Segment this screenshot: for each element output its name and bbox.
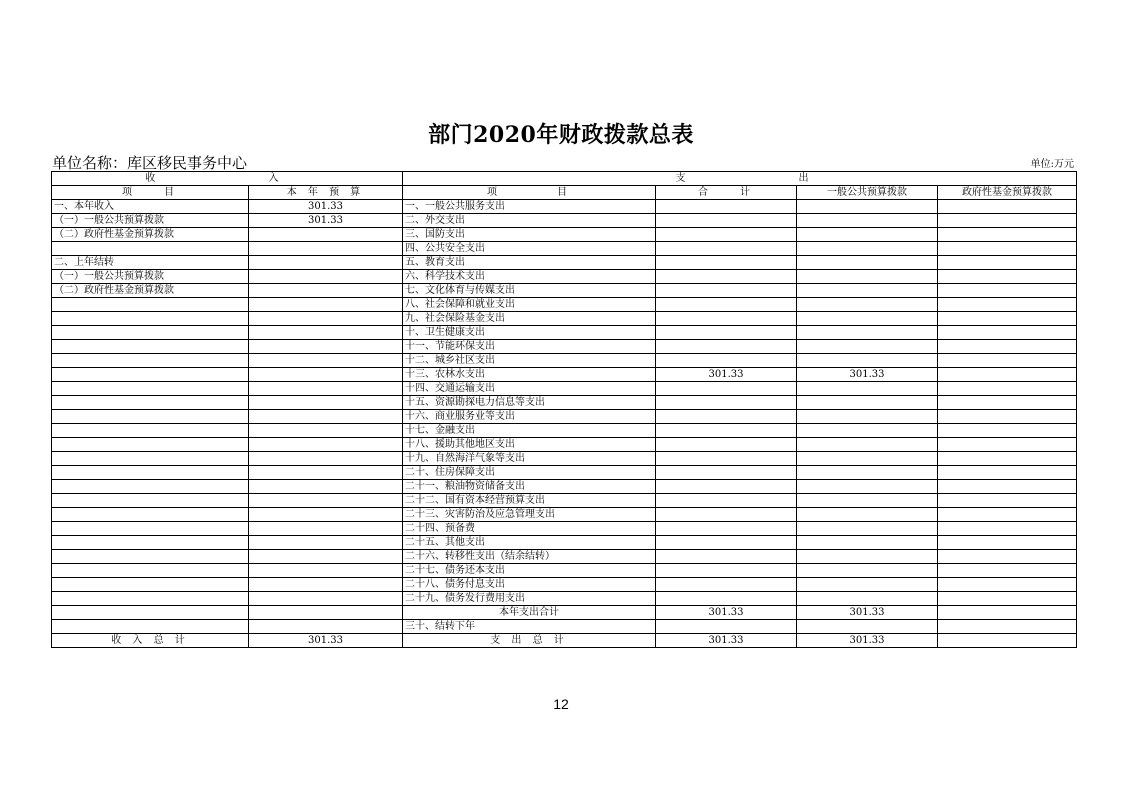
income-budget-cell: [249, 564, 403, 578]
fund-cell: [938, 284, 1077, 298]
fund-cell: [938, 354, 1077, 368]
expense-item-cell: 七、文化体育与传媒支出: [403, 284, 656, 298]
total-cell: [656, 410, 797, 424]
income-budget-cell: [249, 228, 403, 242]
general-cell: [797, 396, 938, 410]
income-budget-cell: 301.33: [249, 200, 403, 214]
income-item-cell: （一）一般公共预算拨款: [52, 270, 249, 284]
page-title: 部门2020年财政拨款总表: [428, 122, 694, 148]
income-item-cell: [52, 298, 249, 312]
total-cell: [656, 256, 797, 270]
fund-cell: [938, 270, 1077, 284]
income-item-cell: [52, 396, 249, 410]
income-budget-cell: [249, 312, 403, 326]
expense-item-cell: 十五、资源勘探电力信息等支出: [403, 396, 656, 410]
income-item-cell: [52, 368, 249, 382]
income-budget-cell: [249, 326, 403, 340]
expense-item-cell: 二十二、国有资本经营预算支出: [403, 494, 656, 508]
general-cell: [797, 298, 938, 312]
table-row: [52, 200, 1077, 214]
table-row: [52, 298, 1077, 312]
fund-cell: [938, 410, 1077, 424]
table-row: [52, 578, 1077, 592]
fund-cell: [938, 480, 1077, 494]
expense-item-cell: 十六、商业服务业等支出: [403, 410, 656, 424]
expense-item-cell: 十三、农林水支出: [403, 368, 656, 382]
table-row: [52, 466, 1077, 480]
general-cell: [797, 270, 938, 284]
table-row: [52, 270, 1077, 284]
total-cell: [656, 270, 797, 284]
expense-item-cell: 三、国防支出: [403, 228, 656, 242]
total-cell: [656, 326, 797, 340]
expense-item-cell: 二十六、转移性支出（结余结转）: [403, 550, 656, 564]
total-cell: [656, 452, 797, 466]
table-row: [52, 494, 1077, 508]
expense-item-cell: 二十三、灾害防治及应急管理支出: [403, 508, 656, 522]
total-cell: [656, 550, 797, 564]
income-budget-cell: [249, 592, 403, 606]
carryover-label: 三十、结转下年: [403, 620, 656, 634]
income-budget-cell: [249, 508, 403, 522]
total-cell: [656, 466, 797, 480]
total-cell: [656, 298, 797, 312]
subtotal-general: 301.33: [797, 606, 938, 620]
total-cell: [656, 494, 797, 508]
income-item-cell: [52, 452, 249, 466]
table-row: [52, 522, 1077, 536]
income-budget-cell: [249, 256, 403, 270]
grand-fund-value: [938, 634, 1077, 648]
general-cell: [797, 564, 938, 578]
fund-cell: [938, 508, 1077, 522]
income-item-cell: [52, 606, 249, 620]
income-item-cell: [52, 326, 249, 340]
income-item-cell: [52, 410, 249, 424]
appropriation-table: [51, 171, 1077, 648]
income-item-cell: （二）政府性基金预算拨款: [52, 228, 249, 242]
income-item-cell: 二、上年结转: [52, 256, 249, 270]
total-cell: [656, 200, 797, 214]
expense-item-cell: 二十七、债务还本支出: [403, 564, 656, 578]
table-row: [52, 382, 1077, 396]
general-cell: [797, 382, 938, 396]
income-budget-cell: [249, 536, 403, 550]
income-budget-cell: [249, 382, 403, 396]
income-item-cell: [52, 242, 249, 256]
carryover-row: [52, 620, 1077, 634]
fund-cell: [938, 382, 1077, 396]
general-cell: 301.33: [797, 368, 938, 382]
fund-cell: [938, 326, 1077, 340]
expense-item-cell: 五、教育支出: [403, 256, 656, 270]
general-cell: [797, 550, 938, 564]
carryover-general: [797, 620, 938, 634]
general-cell: [797, 326, 938, 340]
fund-cell: [938, 592, 1077, 606]
expense-item-cell: 十二、城乡社区支出: [403, 354, 656, 368]
income-budget-cell: [249, 522, 403, 536]
general-cell: [797, 214, 938, 228]
income-item-cell: [52, 620, 249, 634]
total-cell: [656, 578, 797, 592]
expense-item-cell: 六、科学技术支出: [403, 270, 656, 284]
expense-item-cell: 九、社会保险基金支出: [403, 312, 656, 326]
general-cell: [797, 466, 938, 480]
expense-item-cell: 四、公共安全支出: [403, 242, 656, 256]
income-total-label: 收 入 总 计: [52, 634, 249, 648]
total-cell: [656, 340, 797, 354]
income-item-cell: [52, 480, 249, 494]
table-row: [52, 284, 1077, 298]
grand-total-row: [52, 634, 1077, 648]
total-cell: [656, 424, 797, 438]
general-cell: [797, 438, 938, 452]
income-item-cell: [52, 354, 249, 368]
expense-item-cell: 二十一、粮油物资储备支出: [403, 480, 656, 494]
income-group-right: 入: [249, 172, 403, 186]
fund-cell: [938, 424, 1077, 438]
expense-group-spacer: [403, 172, 656, 186]
general-cell: [797, 354, 938, 368]
fund-cell: [938, 438, 1077, 452]
income-budget-cell: [249, 242, 403, 256]
total-cell: [656, 522, 797, 536]
general-cell: [797, 480, 938, 494]
income-item-cell: （一）一般公共预算拨款: [52, 214, 249, 228]
income-budget-cell: [249, 606, 403, 620]
fund-cell: [938, 228, 1077, 242]
general-cell: [797, 312, 938, 326]
fund-cell: [938, 452, 1077, 466]
total-cell: [656, 396, 797, 410]
income-item-cell: [52, 312, 249, 326]
table-row: [52, 536, 1077, 550]
grand-general-value: 301.33: [797, 634, 938, 648]
total-cell: [656, 536, 797, 550]
total-cell: [656, 592, 797, 606]
table-row: [52, 354, 1077, 368]
income-budget-cell: [249, 340, 403, 354]
expense-item-cell: 十一、节能环保支出: [403, 340, 656, 354]
carryover-fund: [938, 620, 1077, 634]
income-budget-cell: [249, 298, 403, 312]
income-item-cell: [52, 382, 249, 396]
income-budget-cell: [249, 284, 403, 298]
expense-item-cell: 二十、住房保障支出: [403, 466, 656, 480]
fund-cell: [938, 200, 1077, 214]
income-item-cell: [52, 550, 249, 564]
table-row: [52, 438, 1077, 452]
subtotal-fund: [938, 606, 1077, 620]
expense-group-spacer-2: [938, 172, 1077, 186]
table-row: [52, 550, 1077, 564]
col-income-item: 项 目: [52, 186, 249, 200]
fund-cell: [938, 550, 1077, 564]
fund-cell: [938, 522, 1077, 536]
table-row: [52, 228, 1077, 242]
total-cell: [656, 382, 797, 396]
general-cell: [797, 536, 938, 550]
expense-item-cell: 十七、金融支出: [403, 424, 656, 438]
income-item-cell: [52, 494, 249, 508]
fund-cell: [938, 312, 1077, 326]
total-cell: [656, 438, 797, 452]
income-budget-cell: [249, 466, 403, 480]
income-budget-cell: [249, 480, 403, 494]
fund-cell: [938, 564, 1077, 578]
income-budget-cell: [249, 354, 403, 368]
general-cell: [797, 256, 938, 270]
income-item-cell: 一、本年收入: [52, 200, 249, 214]
group-header-row: [52, 172, 1077, 186]
carryover-total: [656, 620, 797, 634]
income-item-cell: [52, 592, 249, 606]
table-row: [52, 508, 1077, 522]
total-cell: [656, 354, 797, 368]
general-cell: [797, 340, 938, 354]
income-item-cell: [52, 578, 249, 592]
income-budget-cell: [249, 396, 403, 410]
fund-cell: [938, 214, 1077, 228]
fund-cell: [938, 396, 1077, 410]
table-row: [52, 564, 1077, 578]
expense-group-left: 支: [656, 172, 797, 186]
col-fund: 政府性基金预算拨款: [938, 186, 1077, 200]
income-budget-cell: [249, 620, 403, 634]
income-budget-cell: [249, 410, 403, 424]
income-item-cell: [52, 466, 249, 480]
fund-cell: [938, 340, 1077, 354]
page-number: 12: [553, 696, 569, 712]
col-total: 合 计: [656, 186, 797, 200]
fund-cell: [938, 578, 1077, 592]
col-income-budget: 本 年 预 算: [249, 186, 403, 200]
general-cell: [797, 508, 938, 522]
income-item-cell: [52, 438, 249, 452]
table-row: [52, 396, 1077, 410]
general-cell: [797, 494, 938, 508]
income-budget-cell: [249, 550, 403, 564]
col-expense-item: 项 目: [403, 186, 656, 200]
table-row: [52, 256, 1077, 270]
total-cell: [656, 228, 797, 242]
expense-item-cell: 八、社会保障和就业支出: [403, 298, 656, 312]
expense-group-right: 出: [797, 172, 938, 186]
general-cell: [797, 242, 938, 256]
expense-item-cell: 十八、援助其他地区支出: [403, 438, 656, 452]
general-cell: [797, 200, 938, 214]
income-budget-cell: 301.33: [249, 214, 403, 228]
table-row: [52, 452, 1077, 466]
expense-item-cell: 二十九、债务发行费用支出: [403, 592, 656, 606]
income-item-cell: [52, 522, 249, 536]
expense-item-cell: 二、外交支出: [403, 214, 656, 228]
income-item-cell: [52, 424, 249, 438]
income-item-cell: [52, 564, 249, 578]
subtotal-total: 301.33: [656, 606, 797, 620]
table-row: [52, 242, 1077, 256]
income-item-cell: [52, 340, 249, 354]
income-item-cell: [52, 536, 249, 550]
income-budget-cell: [249, 368, 403, 382]
total-cell: [656, 312, 797, 326]
total-cell: [656, 242, 797, 256]
column-header-row: [52, 186, 1077, 200]
fund-cell: [938, 368, 1077, 382]
income-budget-cell: [249, 578, 403, 592]
expense-item-cell: 十、卫生健康支出: [403, 326, 656, 340]
total-cell: [656, 284, 797, 298]
table-row: [52, 592, 1077, 606]
fund-cell: [938, 466, 1077, 480]
expense-item-cell: 二十五、其他支出: [403, 536, 656, 550]
col-general: 一般公共预算拨款: [797, 186, 938, 200]
general-cell: [797, 284, 938, 298]
total-cell: [656, 480, 797, 494]
total-cell: [656, 564, 797, 578]
fund-cell: [938, 242, 1077, 256]
currency-unit: 单位:万元: [1030, 159, 1074, 170]
general-cell: [797, 424, 938, 438]
fund-cell: [938, 256, 1077, 270]
income-budget-cell: [249, 452, 403, 466]
income-item-cell: （二）政府性基金预算拨款: [52, 284, 249, 298]
total-cell: [656, 508, 797, 522]
general-cell: [797, 410, 938, 424]
general-cell: [797, 592, 938, 606]
fund-cell: [938, 536, 1077, 550]
income-budget-cell: [249, 270, 403, 284]
income-budget-cell: [249, 424, 403, 438]
table-row: [52, 480, 1077, 494]
income-item-cell: [52, 508, 249, 522]
table-row: [52, 368, 1077, 382]
table-row: [52, 312, 1077, 326]
grand-total-value: 301.33: [656, 634, 797, 648]
fund-cell: [938, 298, 1077, 312]
income-budget-cell: [249, 438, 403, 452]
table-row: [52, 340, 1077, 354]
income-total-value: 301.33: [249, 634, 403, 648]
table-row: [52, 214, 1077, 228]
expense-item-cell: 十九、自然海洋气象等支出: [403, 452, 656, 466]
expense-item-cell: 一、一般公共服务支出: [403, 200, 656, 214]
table-row: [52, 410, 1077, 424]
subtotal-row: [52, 606, 1077, 620]
expense-total-label: 支 出 总 计: [403, 634, 656, 648]
subtotal-label: 本年支出合计: [403, 606, 656, 620]
income-group-left: 收: [52, 172, 249, 186]
fund-cell: [938, 494, 1077, 508]
general-cell: [797, 578, 938, 592]
expense-item-cell: 十四、交通运输支出: [403, 382, 656, 396]
general-cell: [797, 228, 938, 242]
table-row: [52, 326, 1077, 340]
total-cell: [656, 214, 797, 228]
general-cell: [797, 522, 938, 536]
unit-name: 单位名称：库区移民事务中心: [52, 154, 248, 172]
table-row: [52, 424, 1077, 438]
general-cell: [797, 452, 938, 466]
expense-item-cell: 二十四、预备费: [403, 522, 656, 536]
total-cell: 301.33: [656, 368, 797, 382]
income-budget-cell: [249, 494, 403, 508]
expense-item-cell: 二十八、债务付息支出: [403, 578, 656, 592]
